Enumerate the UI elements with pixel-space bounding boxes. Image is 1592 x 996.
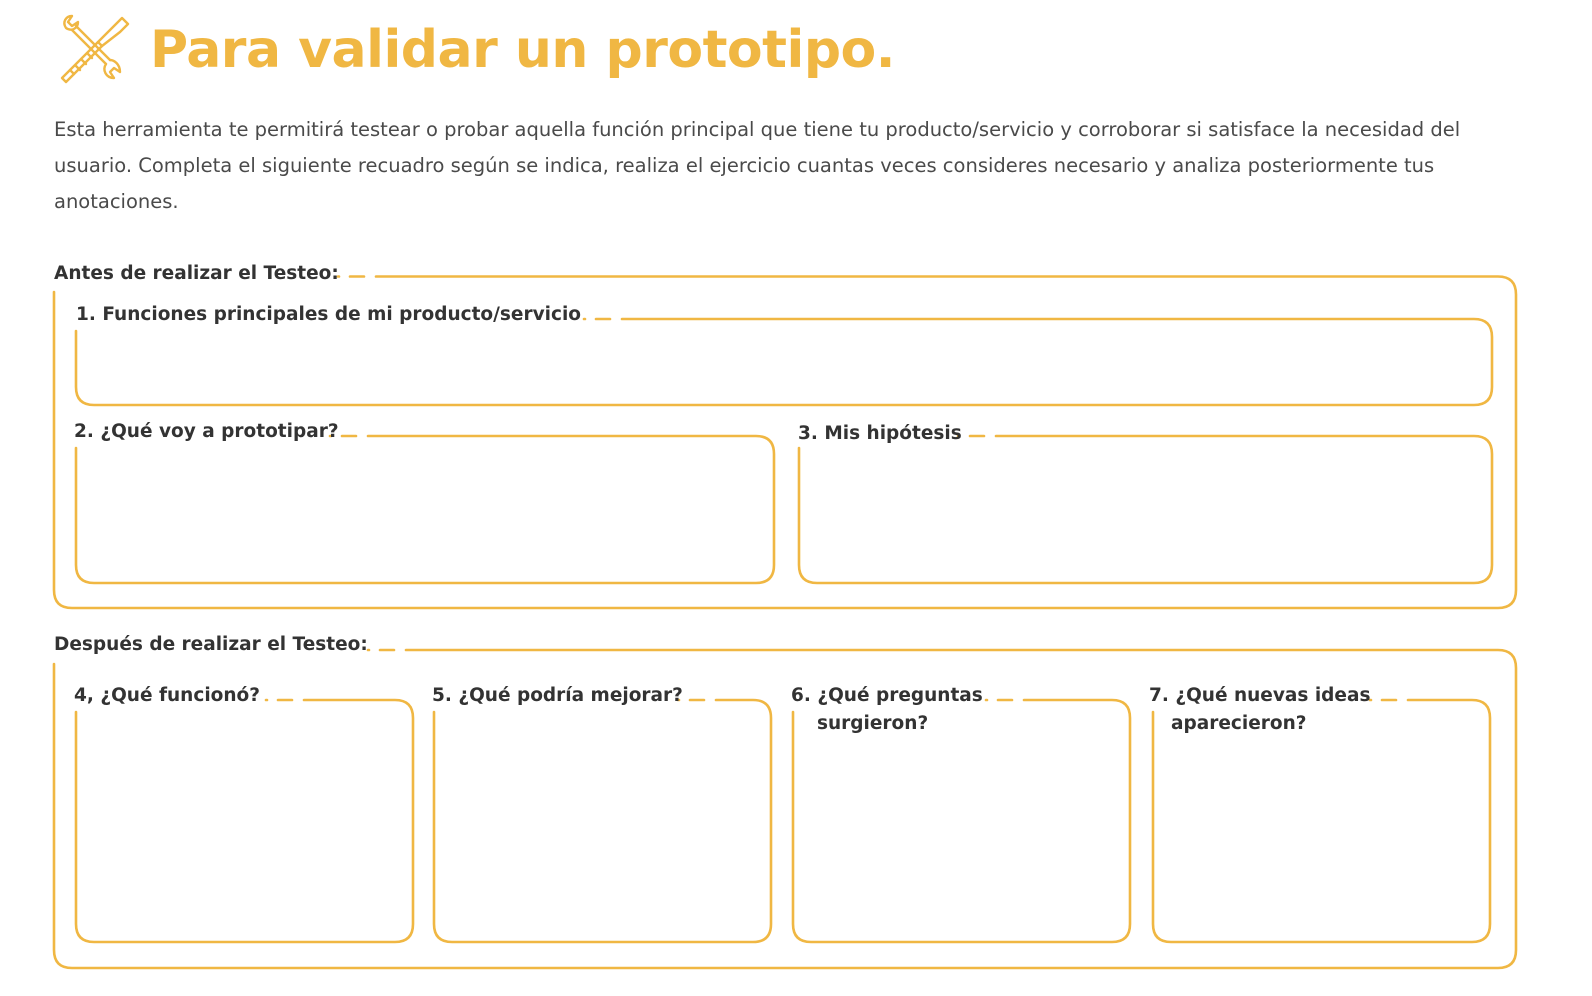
intro-text: Esta herramienta te permitirá testear o probar aquella función principal que tiene tu producto/servicio y corroborar si satisface la necesidad del usuario. Completa el siguiente recuadro según se indica, realiza el ejercicio cuantas veces consideres necesario y analiza posteriormente tus anotaciones. <box>54 118 1461 213</box>
box-6-label-line1: 6. ¿Qué preguntas <box>791 685 983 706</box>
after-section-label: Después de realizar el Testeo: <box>54 634 368 655</box>
box-7-input-area[interactable] <box>1157 740 1485 936</box>
box-7-label-line2: aparecieron? <box>1171 713 1307 734</box>
box-4-input-area[interactable] <box>80 714 408 936</box>
tools-icon <box>56 14 132 84</box>
box-2-input-area[interactable] <box>80 450 768 578</box>
box-6-label <box>791 682 983 738</box>
box-5-input-area[interactable] <box>438 714 766 936</box>
box-3-label: 3. Mis hipótesis <box>798 423 962 444</box>
box-1-label: 1. Funciones principales de mi producto/servicio <box>76 304 581 325</box>
box-5-label: 5. ¿Qué podría mejorar? <box>432 685 683 706</box>
box-7-label-line1: 7. ¿Qué nuevas ideas <box>1149 685 1371 706</box>
box-2-label: 2. ¿Qué voy a prototipar? <box>74 421 339 442</box>
box-1-input-area[interactable] <box>80 332 1486 400</box>
box-6-label-line2: surgieron? <box>817 713 929 734</box>
box-6-input-area[interactable] <box>797 740 1125 936</box>
box-7-label <box>1149 682 1370 738</box>
box-3-input-area[interactable] <box>804 450 1486 578</box>
before-section-label: Antes de realizar el Testeo: <box>54 263 339 284</box>
page-title: Para validar un prototipo. <box>150 20 896 80</box>
box-4-label: 4, ¿Qué funcionó? <box>74 685 260 706</box>
